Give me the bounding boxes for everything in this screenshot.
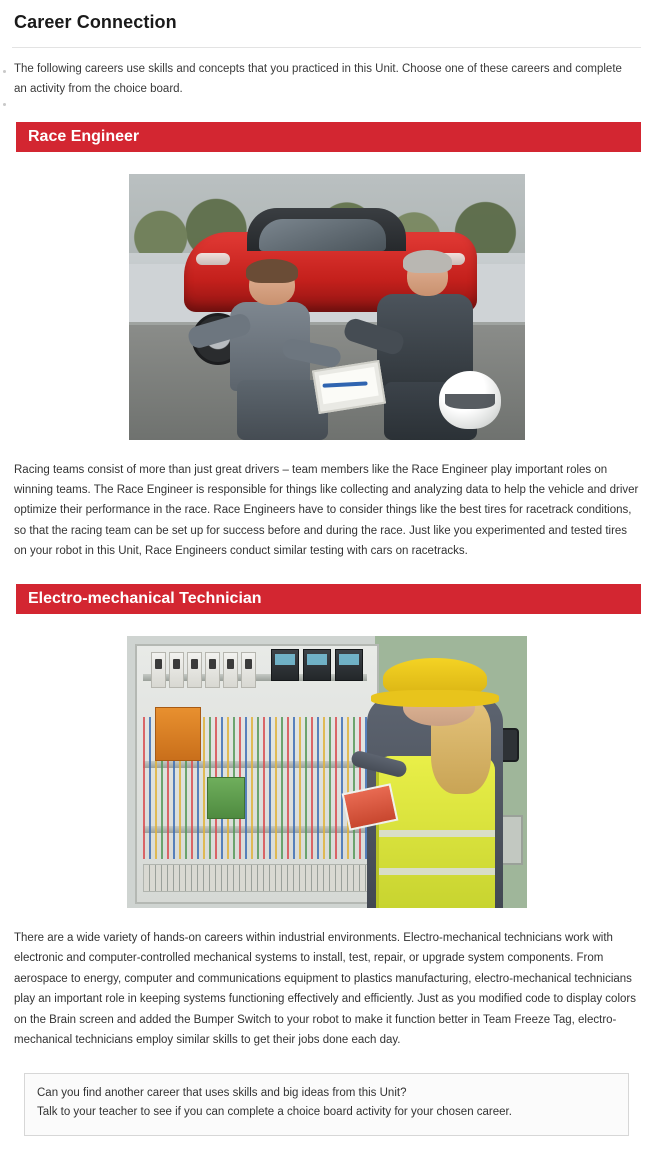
race-car-windshield bbox=[259, 219, 386, 251]
career-body-electro-mechanical-technician: There are a wide variety of hands-on careers within industrial environments. Electro-mechanical technicians work with electronic and computer-controlled mechanical systems to install, test, repair, or upgrade system components. From aerospace to energy, computer and communications equipment to plastics manufacturing, electro-mechanical technicians play an important role in keeping systems functioning effectively and efficiently. Just as you modified code to display colors on the Brain screen and added the Bumper Switch to your robot to make it function better in Team Freeze Tag, electro-mechanical technicians employ similar skills to get their jobs done each day. bbox=[14, 931, 636, 1047]
circuit-breaker bbox=[205, 652, 220, 688]
helmet-visor bbox=[445, 394, 495, 409]
intro-paragraph: The following careers use skills and concepts that you practiced in this Unit. Choose one of these careers and complete an activity from the choice board. bbox=[14, 63, 622, 95]
career-connection-page bbox=[0, 12, 653, 1136]
banner-accent-bar bbox=[12, 584, 16, 614]
panel-meter bbox=[271, 649, 299, 681]
panel-meter bbox=[335, 649, 363, 681]
bullet-marker bbox=[3, 103, 6, 106]
list-bullet-markers bbox=[3, 70, 9, 136]
panel-meter bbox=[303, 649, 331, 681]
circuit-breaker bbox=[151, 652, 166, 688]
race-engineer-photo bbox=[129, 174, 525, 440]
banner-accent-bar bbox=[12, 122, 16, 152]
racing-helmet bbox=[439, 371, 501, 429]
hard-hat-brim bbox=[371, 690, 499, 706]
callout-line-2: Talk to your teacher to see if you can complete a choice board activity for your chosen career. bbox=[37, 1106, 512, 1119]
title-divider bbox=[12, 47, 641, 48]
callout-line-1: Can you find another career that uses skills and big ideas from this Unit? bbox=[37, 1086, 407, 1099]
career-body-race-engineer: Racing teams consist of more than just great drivers – team members like the Race Engineer play important roles on winning teams. The Race Engineer is responsible for things like collecting and analyzing data to help the vehicle and driver optimize their performance in the race. Race Engineers have to consider things like the best tires for racetrack conditions, so that the racing team can be set up for success before and during the race. Just like you experimented and tested tires on your robot in this Unit, Race Engineers conduct similar testing with cars on racetracks. bbox=[14, 463, 639, 558]
career-image-container-1 bbox=[12, 174, 641, 440]
career-image-container-2 bbox=[12, 636, 641, 908]
career-section-race-engineer bbox=[12, 122, 641, 152]
callout-box bbox=[24, 1073, 629, 1137]
green-terminal-module bbox=[207, 777, 245, 819]
bullet-marker bbox=[3, 70, 6, 73]
terminal-block bbox=[143, 864, 369, 892]
circuit-breaker bbox=[169, 652, 184, 688]
vest-reflective-stripe bbox=[379, 830, 495, 837]
person-race-engineer-left bbox=[192, 253, 366, 439]
page-title: Career Connection bbox=[14, 12, 177, 32]
breaker-row bbox=[151, 652, 256, 688]
circuit-breaker bbox=[223, 652, 238, 688]
circuit-breaker bbox=[187, 652, 202, 688]
vest-reflective-stripe bbox=[379, 868, 495, 875]
electro-mechanical-technician-photo bbox=[127, 636, 527, 908]
career-banner-title: Electro-mechanical Technician bbox=[12, 584, 641, 614]
circuit-breaker bbox=[241, 652, 256, 688]
person-hair bbox=[403, 250, 451, 273]
career-banner-title: Race Engineer bbox=[12, 122, 641, 152]
person-hair bbox=[246, 259, 298, 283]
career-section-electro-mechanical-technician bbox=[12, 584, 641, 614]
orange-terminal-module bbox=[155, 707, 201, 761]
